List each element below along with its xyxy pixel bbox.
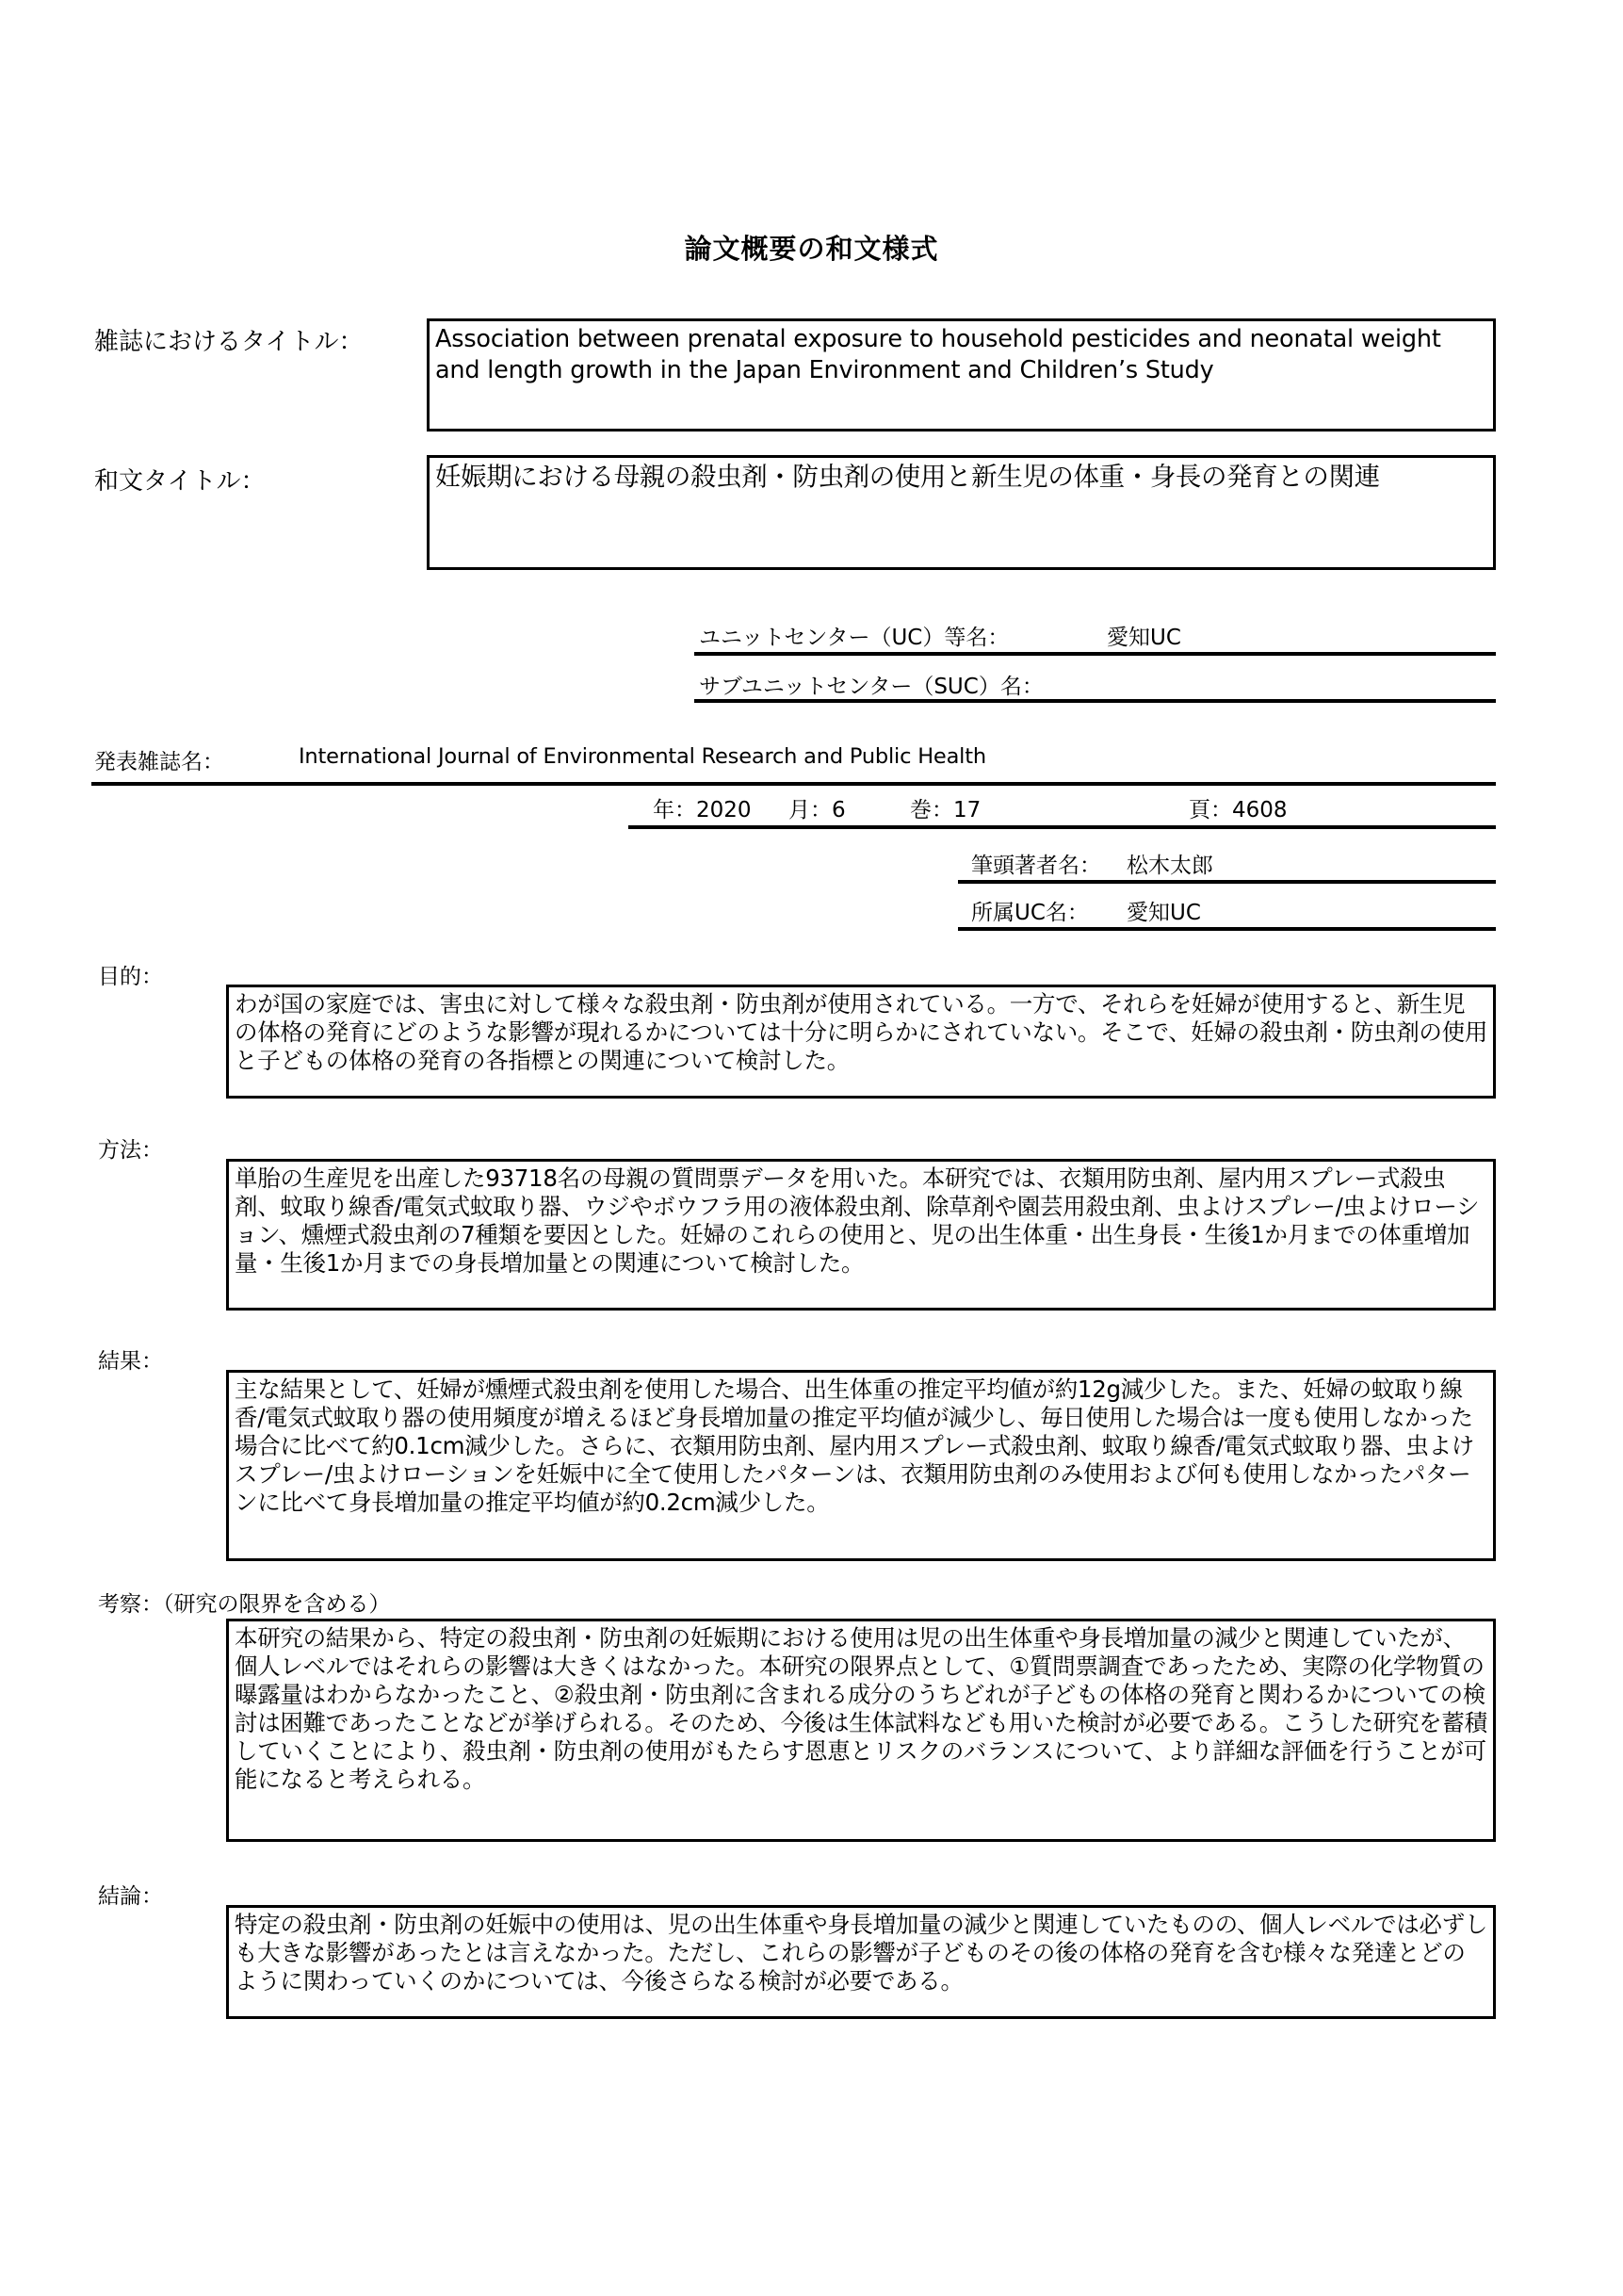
results-label: 結果： bbox=[98, 1349, 163, 1374]
methods-text: 単胎の生産児を出産した93718名の母親の質問票データを用いた。本研究では、衣類用防虫剤、屋内用スプレー式殺虫剤、蚊取り線香/電気式蚊取り器、ウジやボウフラ用の液体殺虫剤、除草剤や園芸用殺虫剤、虫よけスプレー/虫よけローション、燻煙式殺虫剤の7種類を要因とした。妊婦のこれらの使用と、児の出生体重・出生身長・生後1か月までの体重増加量・生後1か月までの身長増加量との関連について検討した。 bbox=[235, 1164, 1480, 1277]
discussion-label: 考察：（研究の限界を含める） bbox=[98, 1592, 391, 1617]
month-field[interactable] bbox=[788, 792, 846, 823]
japanese-title-value: 妊娠期における母親の殺虫剤・防虫剤の使用と新生児の体重・身長の発育との関連 bbox=[435, 462, 1380, 492]
journal-title-label: 雑誌におけるタイトル： bbox=[94, 328, 364, 356]
volume-field[interactable] bbox=[910, 792, 981, 823]
purpose-field[interactable] bbox=[226, 985, 1496, 1099]
first-author-label: 筆頭著者名： bbox=[971, 854, 1101, 878]
results-text: 主な結果として、妊婦が燻煙式殺虫剤を使用した場合、出生体重の推定平均値が約12g減少した。また、妊婦の蚊取り線香/電気式蚊取り器の使用頻度が増えるほど身長増加量の推定平均値が減少し、毎日使用した場合は一度も使用しなかった場合に比べて約0.1cm減少した。さらに、衣類用防虫剤、屋内用スプレー式殺虫剤、蚊取り線香/電気式蚊取り器、虫よけスプレー/虫よけローションを妊娠中に全て使用したパターンは、衣類用防虫剤のみ使用および何も使用しなかったパターンに比べて身長増加量の推定平均値が約0.2cm減少した。 bbox=[235, 1376, 1474, 1516]
year-value: 2020 bbox=[696, 798, 752, 822]
japanese-title-label: 和文タイトル： bbox=[94, 467, 266, 496]
publication-label: 発表雑誌名： bbox=[94, 750, 224, 774]
first-author-underline bbox=[958, 880, 1496, 884]
conclusion-label: 結論： bbox=[98, 1884, 163, 1909]
results-field[interactable] bbox=[226, 1370, 1496, 1561]
publication-details-underline bbox=[628, 825, 1496, 829]
unit-center-value[interactable]: 愛知UC bbox=[1107, 626, 1181, 650]
month-value: 6 bbox=[832, 798, 846, 822]
unit-center-underline bbox=[694, 652, 1496, 656]
publication-underline bbox=[91, 782, 1496, 786]
methods-field[interactable] bbox=[226, 1159, 1496, 1311]
affiliation-label: 所属UC名： bbox=[971, 901, 1089, 925]
volume-value: 17 bbox=[953, 798, 982, 822]
page-value: 4608 bbox=[1232, 798, 1288, 822]
page-field[interactable] bbox=[1189, 792, 1288, 823]
month-label: 月： bbox=[788, 798, 832, 822]
page-title: 論文概要の和文様式 bbox=[684, 233, 939, 265]
publication-journal-value[interactable]: International Journal of Environmental Research and Public Health bbox=[299, 744, 986, 769]
sub-unit-center-underline bbox=[694, 699, 1496, 703]
purpose-label: 目的： bbox=[98, 965, 163, 989]
japanese-title-field[interactable] bbox=[427, 455, 1496, 570]
year-field[interactable] bbox=[653, 792, 752, 823]
affiliation-value[interactable]: 愛知UC bbox=[1127, 901, 1201, 925]
unit-center-label: ユニットセンター（UC）等名： bbox=[699, 626, 1010, 650]
page-label: 頁： bbox=[1189, 798, 1232, 822]
journal-title-field[interactable] bbox=[427, 318, 1496, 432]
sub-unit-center-label: サブユニットセンター（SUC）名： bbox=[699, 675, 1044, 699]
journal-title-value: Association between prenatal exposure to household pesticides and neonatal weight and length growth in the Japan Environment and Children’s Study bbox=[435, 325, 1441, 384]
volume-label: 巻： bbox=[910, 798, 953, 822]
conclusion-field[interactable] bbox=[226, 1905, 1496, 2019]
discussion-text: 本研究の結果から、特定の殺虫剤・防虫剤の妊娠期における使用は児の出生体重や身長増加量の減少と関連していたが、個人レベルではそれらの影響は大きくはなかった。本研究の限界点として、①質問票調査であったため、実際の化学物質の曝露量はわからなかったこと、②殺虫剤・防虫剤に含まれる成分のうちどれが子どもの体格の発育と関わるかについての検討は困難であったことなどが挙げられる。そのため、今後は生体試料なども用いた検討が必要である。こうした研究を蓄積していくことにより、殺虫剤・防虫剤の使用がもたらす恩恵とリスクのバランスについて、より詳細な評価を行うことが可能になると考えられる。 bbox=[235, 1624, 1487, 1793]
year-label: 年： bbox=[653, 798, 696, 822]
methods-label: 方法： bbox=[98, 1138, 163, 1163]
purpose-text: わが国の家庭では、害虫に対して様々な殺虫剤・防虫剤が使用されている。一方で、それらを妊婦が使用すると、新生児の体格の発育にどのような影響が現れるかについては十分に明らかにされていない。そこで、妊婦の殺虫剤・防虫剤の使用と子どもの体格の発育の各指標との関連について検討した。 bbox=[235, 990, 1488, 1074]
discussion-field[interactable] bbox=[226, 1619, 1496, 1842]
conclusion-text: 特定の殺虫剤・防虫剤の妊娠中の使用は、児の出生体重や身長増加量の減少と関連していたものの、個人レベルでは必ずしも大きな影響があったとは言えなかった。ただし、これらの影響が子どものその後の体格の発育を含む様々な発達とどのように関わっていくのかについては、今後さらなる検討が必要である。 bbox=[235, 1911, 1488, 1995]
affiliation-underline bbox=[958, 927, 1496, 931]
first-author-value[interactable]: 松木太郎 bbox=[1127, 854, 1213, 878]
